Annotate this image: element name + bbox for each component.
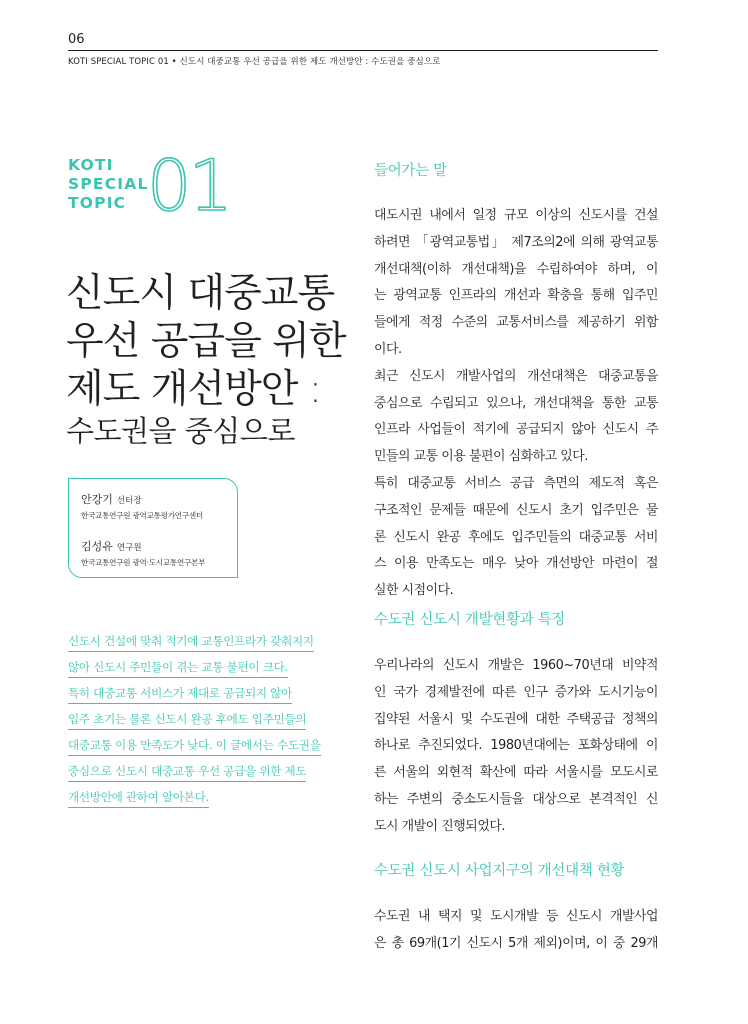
summary-line: 대중교통 이용 만족도가 낮다. 이 글에서는 수도권을 (68, 736, 321, 756)
section-heading: 들어가는 말 (374, 163, 447, 179)
text-line: 중심으로 수립되고 있으나, 개선대책을 통한 교통 (374, 395, 658, 411)
author-name (81, 491, 142, 507)
text-line: 론 신도시 완공 후에도 입주민들의 대중교통 서비 (374, 529, 658, 545)
text-line: 른 서울의 외현적 확산에 따라 서울시를 모도시로 (374, 765, 658, 781)
author-name-text: 김성유 (81, 540, 113, 553)
text-line: 수도권 내 택지 및 도시개발 등 신도시 개발사업 (374, 909, 658, 924)
text-line: 집약된 서울시 및 수도권에 대한 주택공급 정책의 (374, 711, 658, 727)
summary-line: 않아 신도시 주민들이 겪는 교통 불편이 크다. (68, 658, 288, 678)
summary-line: 입주 초기는 물론 신도시 완공 후에도 입주민들의 (68, 710, 306, 730)
text-line: 최근 신도시 개발사업의 개선대책은 대중교통을 (374, 368, 658, 384)
article-subtitle: 수도권을 중심으로 (66, 414, 295, 448)
text-line: 대도시권 내에서 일정 규모 이상의 신도시를 건설 (374, 208, 658, 223)
article-title (66, 270, 346, 414)
summary-line: 특히 대중교통 서비스가 제대로 공급되지 않아 (68, 684, 292, 704)
topic-word: SPECIAL (68, 175, 149, 193)
title-line: 신도시 대중교통 (66, 271, 335, 316)
text-line: 우리나라의 신도시 개발은 1960~70년대 비약적 (374, 658, 658, 673)
topic-number: 01 (147, 145, 231, 227)
text-line: 구조적인 문제들 때문에 신도시 초기 입주민은 물 (374, 502, 658, 518)
author-name (81, 538, 142, 554)
text-line: 인프라 사업들이 적기에 공급되지 않아 신도시 주 (374, 422, 658, 438)
section-heading: 수도권 신도시 개발현황과 특징 (374, 612, 566, 628)
text-line: 하려면 「광역교통법」 제7조의2에 의해 광역교통 (374, 234, 658, 250)
body-paragraph (374, 904, 658, 958)
author-role: 선터장 (116, 496, 142, 506)
section-heading: 수도권 신도시 사업지구의 개선대책 현황 (374, 863, 625, 879)
topic-word: KOTI (68, 156, 114, 174)
text-line: 개선대책(이하 개선대책)을 수립하여야 하며, 이 (374, 261, 658, 277)
running-head: KOTI SPECIAL TOPIC 01 • 신도시 대중교통 우선 공급을 위한 제도 개선방안 : 수도권을 중심으로 (68, 57, 441, 67)
header-rule (68, 50, 658, 51)
title-line: 제도 개선방안 : (66, 367, 321, 412)
author-role: 연구원 (116, 543, 142, 553)
text-line: 실한 시점이다. (374, 583, 454, 599)
topic-word: TOPIC (68, 194, 127, 212)
text-line: 도시 개발이 진행되었다. (374, 818, 505, 834)
text-line: 은 총 69개(1기 신도시 5개 제외)이며, 이 중 29개 (374, 935, 658, 951)
text-line: 들에게 적정 수준의 교통서비스를 제공하기 위함 (374, 315, 658, 331)
text-line: 스 이용 만족도는 매우 낮아 개선방안 마련이 절 (374, 556, 658, 572)
text-line: 민들의 교통 이용 불편이 심화하고 있다. (374, 449, 588, 465)
text-line: 이다. (374, 341, 402, 357)
topic-label (68, 156, 149, 213)
page-number: 06 (68, 32, 85, 47)
summary-line: 중심으로 신도시 대중교통 우선 공급을 위한 제도 (68, 762, 306, 782)
body-paragraph (374, 653, 658, 841)
author-name-text: 안강기 (81, 493, 113, 506)
text-line: 하는 주변의 중소도시들을 대상으로 본격적인 신 (374, 791, 658, 807)
text-line: 특히 대중교통 서비스 공급 측면의 제도적 혹은 (374, 475, 658, 491)
text-line: 하나로 추진되었다. 1980년대에는 포화상태에 이 (374, 738, 658, 754)
text-line: 는 광역교통 인프라의 개선과 확충을 통해 입주민 (374, 288, 658, 304)
body-paragraph (374, 203, 658, 605)
article-summary (68, 630, 353, 812)
text-line: 인 국가 경제발전에 따른 인구 증가와 도시기능이 (374, 684, 658, 700)
summary-line: 신도시 건설에 맞춰 적기에 교통인프라가 갖춰지지 (68, 632, 314, 652)
author-organization: 한국교통연구원 광역교통평가연구센터 (81, 511, 203, 520)
title-line: 우선 공급을 위한 (66, 319, 346, 364)
summary-line: 개선방안에 관하여 알아본다. (68, 788, 209, 808)
author-organization: 한국교통연구원 광역·도시교통연구본부 (81, 558, 206, 567)
